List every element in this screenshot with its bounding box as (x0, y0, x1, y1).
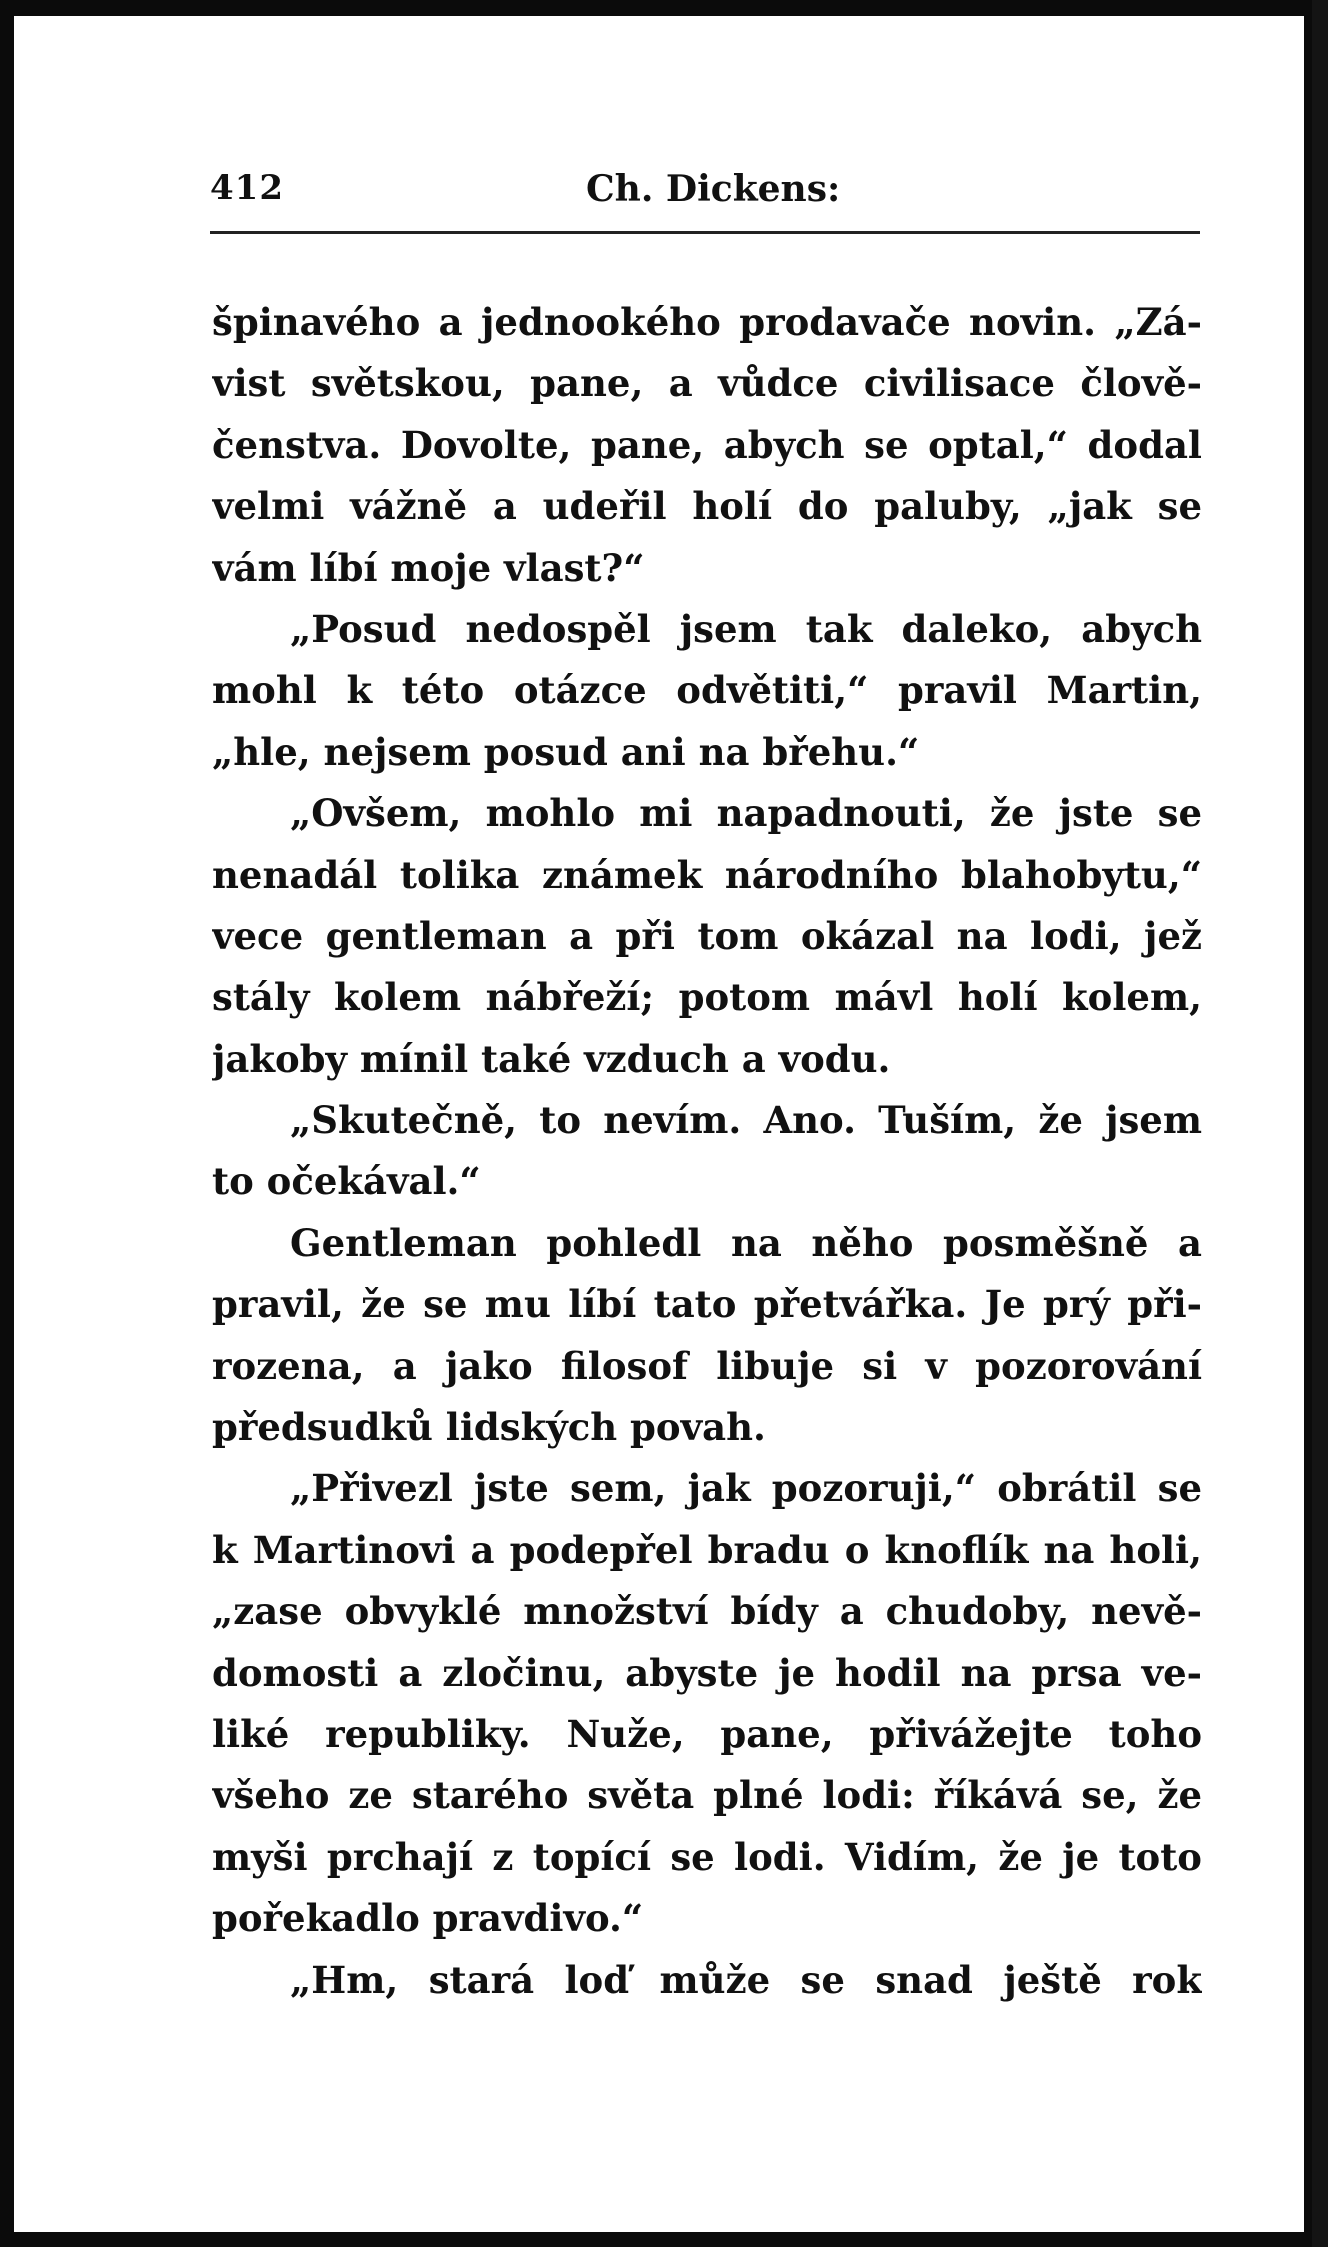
text-line: jakoby mínil také vzduch a vodu. (212, 1036, 891, 1081)
text-line: čenstva. Dovolte, pane, abych se optal,“ dodal (212, 422, 1202, 467)
text-line: pořekadlo pravdivo.“ (212, 1896, 644, 1941)
text-line: pravil, že se mu líbí tato přetvářka. Je prý při- (212, 1282, 1202, 1327)
text-line: k Martinovi a podepřel bradu o knoflík na holi, (212, 1527, 1202, 1572)
text-line: stály kolem nábřeží; potom mávl holí kolem, (212, 975, 1202, 1020)
page-number: 412 (210, 168, 284, 208)
text-line: špinavého a jednookého prodavače novin. „Zá- (212, 300, 1202, 344)
running-head: Ch. Dickens: (586, 168, 841, 210)
text-line: všeho ze starého světa plné lodi: říkává se, že (212, 1773, 1202, 1818)
page-header (200, 168, 1200, 218)
header-rule (210, 231, 1200, 234)
text-line: liké republiky. Nuže, pane, přivážejte toho (212, 1711, 1202, 1756)
text-line: nenadál tolika známek národního blahobytu,“ (212, 852, 1202, 897)
text-line: „hle, nejsem posud ani na břehu.“ (212, 729, 920, 774)
text-line: „Hm, stará loď může se snad ještě rok (290, 1957, 1202, 2002)
text-line: mohl k této otázce odvětiti,“ pravil Martin, (212, 668, 1202, 713)
text-line: vece gentleman a při tom okázal na lodi, jež (212, 913, 1202, 958)
text-line: „Přivezl jste sem, jak pozoruji,“ obrátil se (290, 1466, 1202, 1511)
scan-edge (1312, 0, 1328, 2247)
text-line: „Posud nedospěl jsem tak daleko, abych (290, 606, 1202, 651)
text-line: vist světskou, pane, a vůdce civilisace člově- (212, 361, 1202, 406)
text-line: myši prchají z topící se lodi. Vidím, že je toto (212, 1834, 1202, 1879)
text-line: vám líbí moje vlast?“ (212, 545, 645, 590)
body-text (212, 292, 1202, 2011)
text-line: rozena, a jako filosof libuje si v pozorování (212, 1343, 1202, 1388)
text-line: domosti a zločinu, abyste je hodil na prsa ve- (212, 1650, 1202, 1695)
text-line: „Ovšem, mohlo mi napadnouti, že jste se (290, 791, 1202, 836)
text-line: velmi vážně a udeřil holí do paluby, „jak se (212, 484, 1202, 529)
text-line: „Skutečně, to nevím. Ano. Tuším, že jsem (290, 1098, 1202, 1143)
text-line: „zase obvyklé množství bídy a chudoby, nevě- (212, 1589, 1202, 1634)
text-line: to očekával.“ (212, 1159, 481, 1204)
text-line: Gentleman pohledl na něho posměšně a (290, 1220, 1202, 1265)
text-line: předsudků lidských povah. (212, 1405, 766, 1450)
